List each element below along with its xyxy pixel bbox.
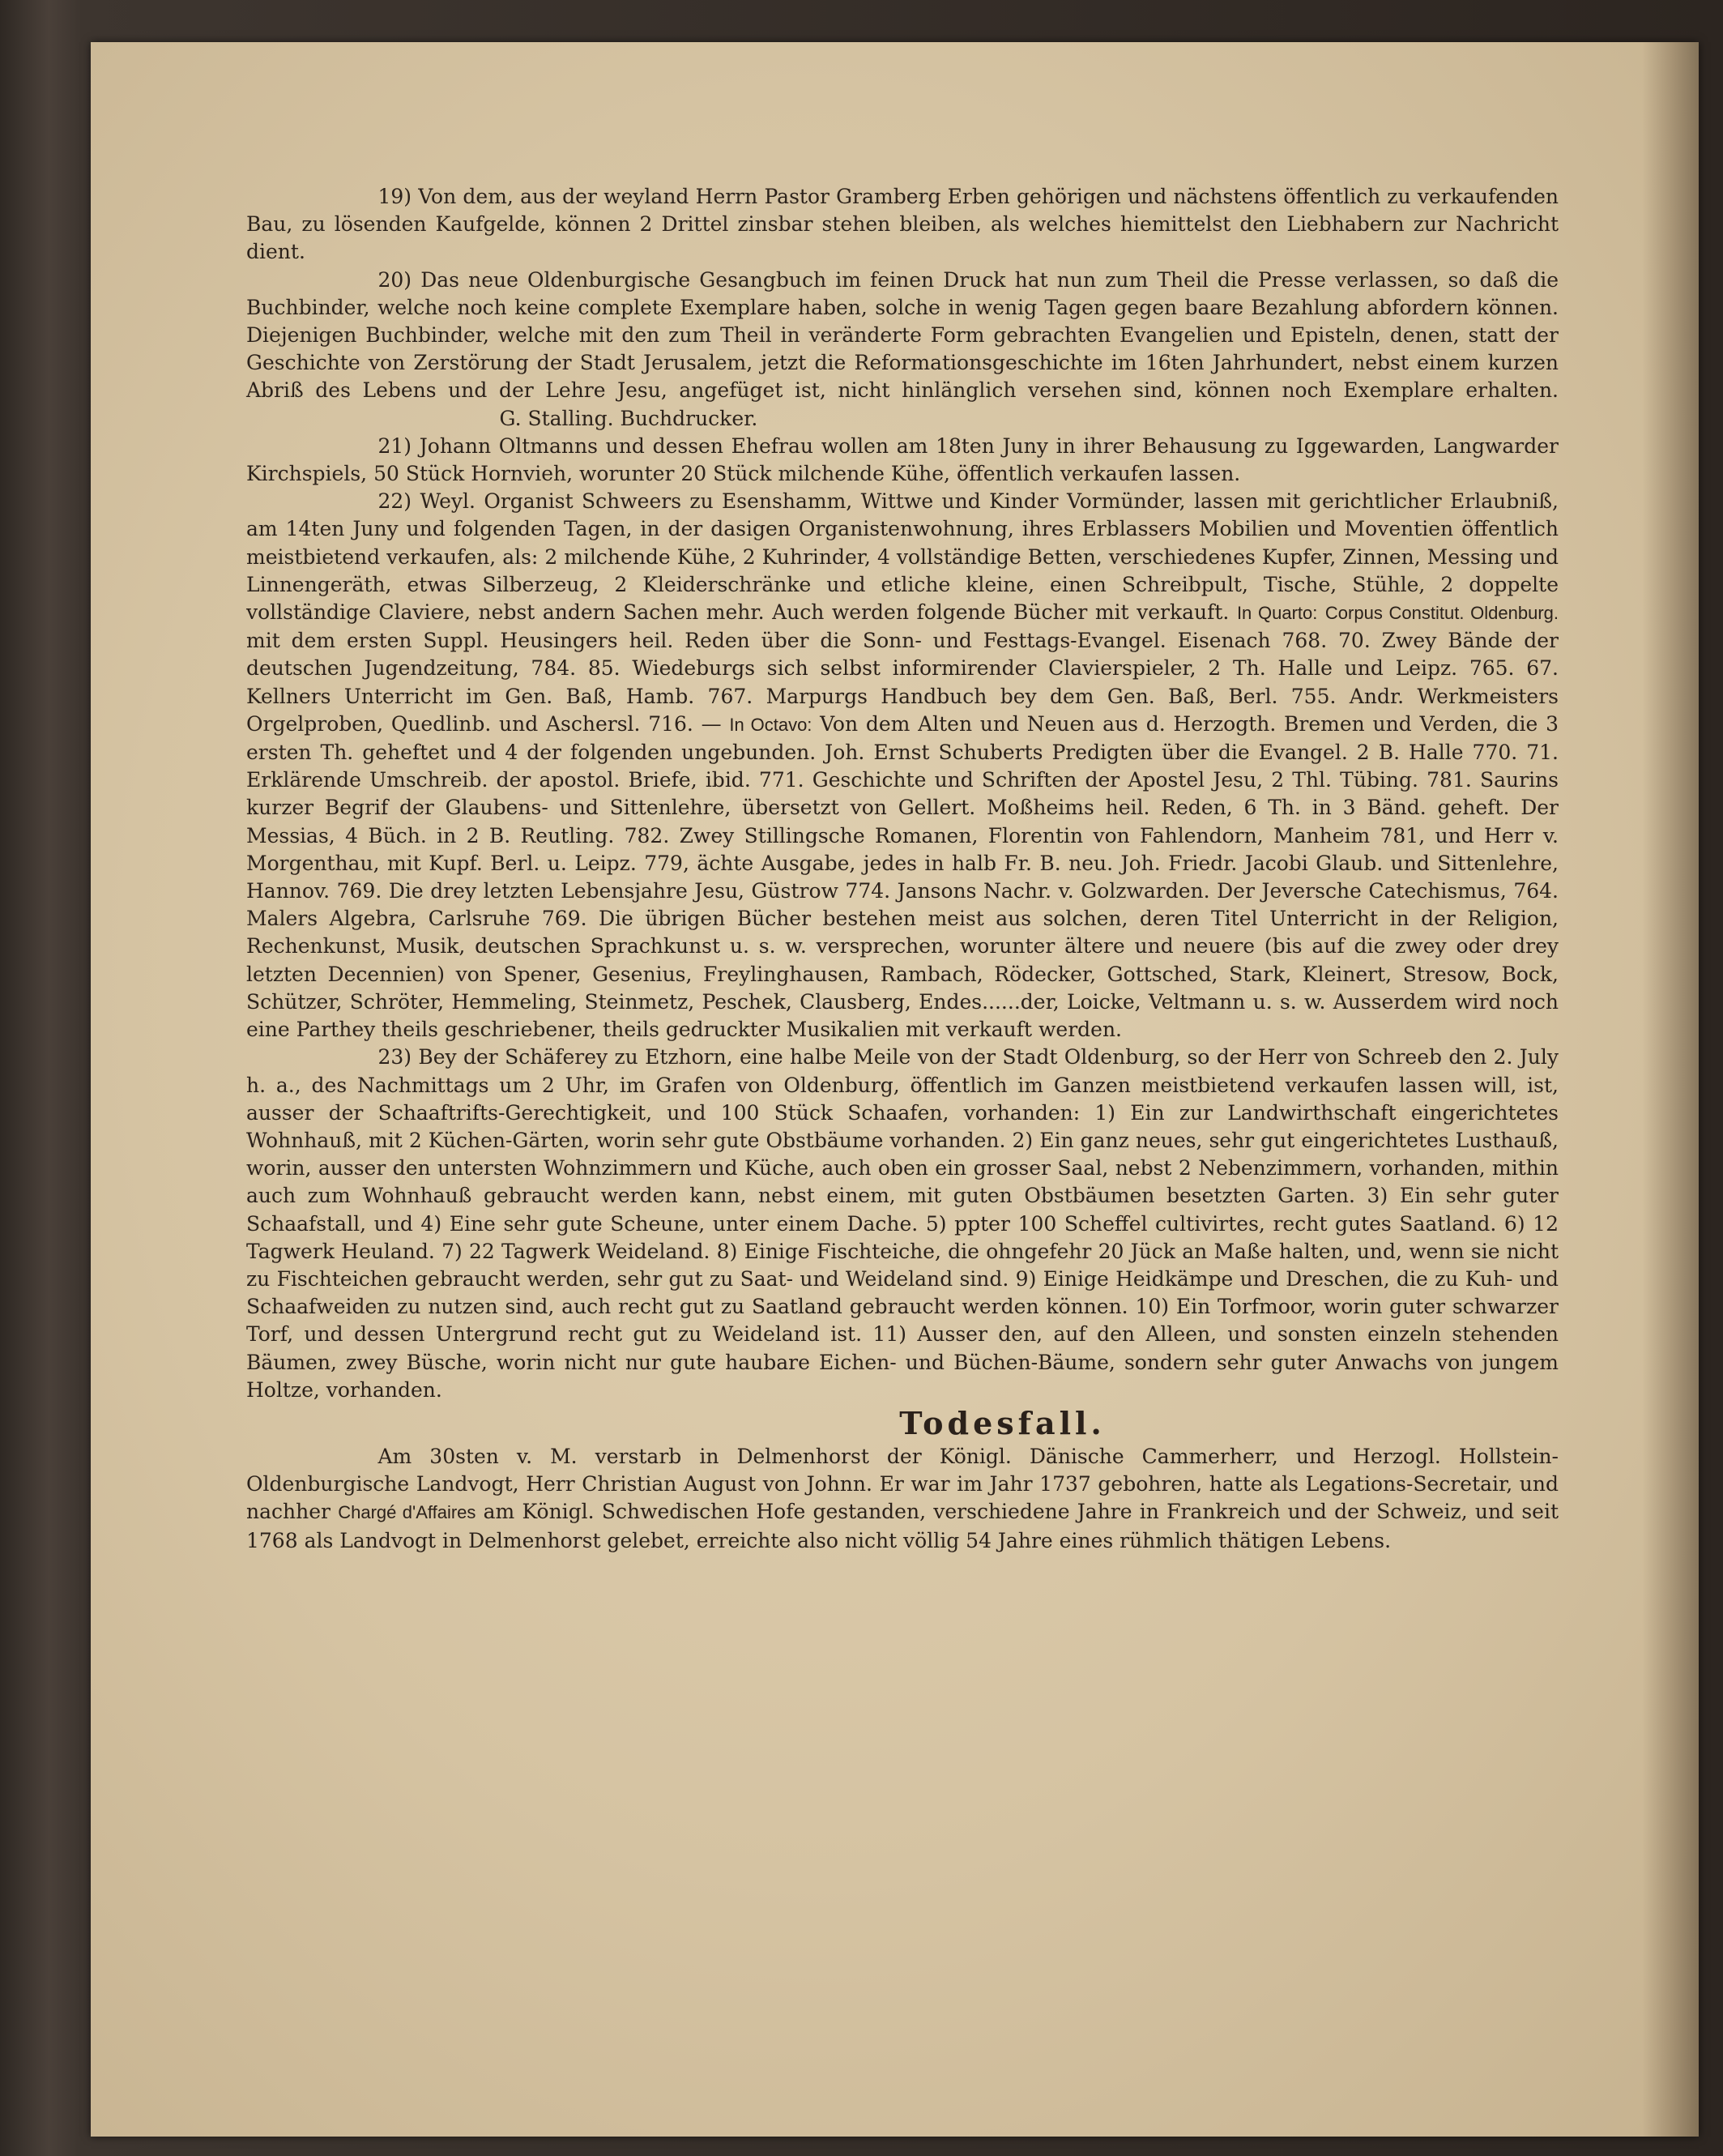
page-text <box>246 183 1559 1555</box>
notice-23: 23) Bey der Schäferey zu Etzhorn, eine halbe Meile von der Stadt Oldenburg, so der Herr von Schreeb den 2. July h. a., des Nachmittags um 2 Uhr, im Grafen von Oldenburg, öffentlich im Ganzen meistbietend verkaufen lassen will, ist, ausser der Schaaftrifts-Gerechtigkeit, und 100 Stück Schaafen, vorhanden: 1) Ein zur Landwirthschaft eingerichtetes Wohnhauß, mit 2 Küchen-Gärten, worin sehr gute Obstbäume vorhanden. 2) Ein ganz neues, sehr gut eingerichtetes Lusthauß, worin, ausser den untersten Wohnzimmern und Küche, auch oben ein grosser Saal, nebst 2 Nebenzimmern, vorhanden, mithin auch zum Wohnhauß gebraucht werden kann, nebst einem, mit guten Obstbäumen besetzten Garten. 3) Ein sehr guter Schaafstall, und 4) Eine sehr gute Scheune, unter einem Dache. 5) ppter 100 Scheffel cultivirtes, recht gutes Saatland. 6) 12 Tagwerk Heuland. 7) 22 Tagwerk Weideland. 8) Einige Fischteiche, die ohngefehr 20 Jück an Maße halten, und, wenn sie nicht zu Fischteichen gebraucht werden, sehr gut zu Saat- und Weideland sind. 9) Einige Heidkämpe und Dreschen, die zu Kuh- und Schaafweiden zu nutzen sind, auch recht gut zu Saatland gebraucht werden können. 10) Ein Torfmoor, worin guter schwarzer Torf, und dessen Untergrund recht gut zu Weideland ist. 11) Ausser den, auf den Alleen, und sonsten einzeln stehenden Bäumen, zwey Büsche, worin nicht nur gute haubare Eichen- und Büchen-Bäume, sondern sehr guter Anwachs von jungem Holtze, vorhanden. <box>246 1045 1559 1402</box>
quarto-books: mit dem ersten Suppl. Heusingers heil. Reden über die Sonn- und Festtags-Evangel. Eisenach 768. 70. Zwey Bände der deutschen Jugendzeitung, 784. 85. Wiedeburgs sich selbst informirender Clavierspieler, 2 Th. Halle und Leipz. 765. 67. Kellners Unterricht im Gen. Baß, Hamb. 767. Marpurgs Handbuch bey dem Gen. Baß, Berl. 755. Andr. Werkmeisters Orgelproben, Quedlinb. und Aschersl. 716. — <box>246 629 1559 736</box>
notice-21: 21) Johann Oltmanns und dessen Ehefrau wollen am 18ten Juny in ihrer Behausung zu Iggewarden, Langwarder Kirchspiels, 50 Stück Hornvieh, worunter 20 Stück milchende Kühe, öffentlich verkaufen lassen. <box>246 433 1559 486</box>
notice-22 <box>246 488 1559 1044</box>
notice-20-signature: G. Stalling. Buchdrucker. <box>499 406 758 430</box>
obituary-latin: Chargé d'Affaires <box>338 1502 476 1523</box>
octavo-books: Von dem Alten und Neuen aus d. Herzogth. Bremen und Verden, die 3 ersten Th. geheftet und 4 der folgenden ungebunden. Joh. Ernst Schuberts Predigten über die Evangel. 2 B. Halle 770. 71. Erklärende Umschreib. der apostol. Briefe, ibid. 771. Geschichte und Schriften der Apostel Jesu, 2 Thl. Tübing. 781. Saurins kurzer Begrif der Glaubens- und Sittenlehre, übersetzt von Gellert. Moßheims heil. Reden, 6 Th. in 3 Bänd. geheft. Der Messias, 4 Büch. in 2 B. Reutling. 782. Zwey Stillingsche Romanen, Florentin von Fahlendorn, Manheim 781, und Herr v. Morgenthau, mit Kupf. Berl. u. Leipz. 779, ächte Ausgabe, jedes in halb Fr. B. neu. Joh. Friedr. Jacobi Glaub. und Sittenlehre, Hannov. 769. Die drey letzten Lebensjahre Jesu, Güstrow 774. Jansons Nachr. v. Golzwarden. Der Jeversche Catechismus, 764. Malers Algebra, Carlsruhe 769. Die übrigen Bücher bestehen meist aus solchen, deren Titel Unterricht in der Religion, Rechenkunst, Musik, deutschen Sprachkunst u. s. w. versprechen, worunter ältere und neuere (bis auf die zwey oder drey letzten Decennien) von Spener, Gesenius, Freylinghausen, Rambach, Rödecker, Gottsched, Stark, Kleinert, Stresow, Bock, Schützer, Schröter, Hemmeling, Steinmetz, Peschek, Clausberg, Endes......der, Loicke, Veltmann u. s. w. Ausserdem wird noch eine Parthey theils geschriebener, theils gedruckter Musikalien mit verkauft werden. <box>246 711 1559 1042</box>
quarto-label: In Quarto: <box>1236 603 1318 624</box>
octavo-label: In Octavo: <box>729 714 812 735</box>
notice-20 <box>246 267 1559 433</box>
obituary-part2: am Königl. Schwedischen Hofe gestanden, verschiedene Jahre in Frankreich und der Schweiz, und seit 1768 als Landvogt in Delmenhorst gelebet, erreichte also nicht völlig 54 Jahre eines rühmlich thätigen Lebens. <box>246 1500 1559 1552</box>
notice-22-text: 22) Weyl. Organist Schweers zu Esenshamm, Wittwe und Kinder Vormünder, lassen mit gerichtlicher Erlaubniß, am 14ten Juny und folgenden Tagen, in der dasigen Organistenwohnung, ihres Erblassers Mobilien und Moventien öffentlich meistbietend verkaufen, als: 2 milchende Kühe, 2 Kuhrinder, 4 vollständige Betten, verschiedenes Kupfer, Zinnen, Messing und Linnengeräth, etwas Silberzeug, 2 Kleiderschränke und etliche kleine, einen Schreibpult, Tische, Stühle, 2 doppelte vollständige Claviere, nebst andern Sachen mehr. Auch werden folgende Bücher mit verkauft. <box>246 489 1559 625</box>
page-spine-shadow <box>1642 42 1699 2137</box>
obituary <box>246 1443 1559 1555</box>
obituary-part1: Am 30sten v. M. verstarb in Delmenhorst der Königl. Dänische Cammerherr, und Herzogl. Hollstein-Oldenburgische Landvogt, Herr Christian August von Johnn. Er war im Jahr 1737 gebohren, hatte als Legations-Secretair, und nachher <box>246 1444 1559 1524</box>
notice-19: 19) Von dem, aus der weyland Herrn Pastor Gramberg Erben gehörigen und nächstens öffentlich zu verkaufenden Bau, zu lösenden Kaufgelde, können 2 Drittel zinsbar stehen bleiben, als welches hiemittelst den Liebhabern zur Nachricht dient. <box>246 185 1559 264</box>
section-heading: Todesfall. <box>899 1404 1106 1441</box>
quarto-latin-title: Corpus Constitut. Oldenburg. <box>1324 603 1559 624</box>
notice-20-text: 20) Das neue Oldenburgische Gesangbuch im feinen Druck hat nun zum Theil die Presse verlassen, so daß die Buchbinder, welche noch keine complete Exemplare haben, solche in wenig Tagen gegen baare Bezahlung abfordern können. Diejenigen Buchbinder, welche mit den zum Theil in veränderte Form gebrachten Evangelien und Episteln, denen, statt der Geschichte von Zerstörung der Stadt Jerusalem, jetzt die Reformationsgeschichte im 16ten Jahrhundert, nebst einem kurzen Abriß des Lebens und der Lehre Jesu, angefüget ist, nicht hinlänglich versehen sind, können noch Exemplare erhalten. <box>246 267 1559 403</box>
